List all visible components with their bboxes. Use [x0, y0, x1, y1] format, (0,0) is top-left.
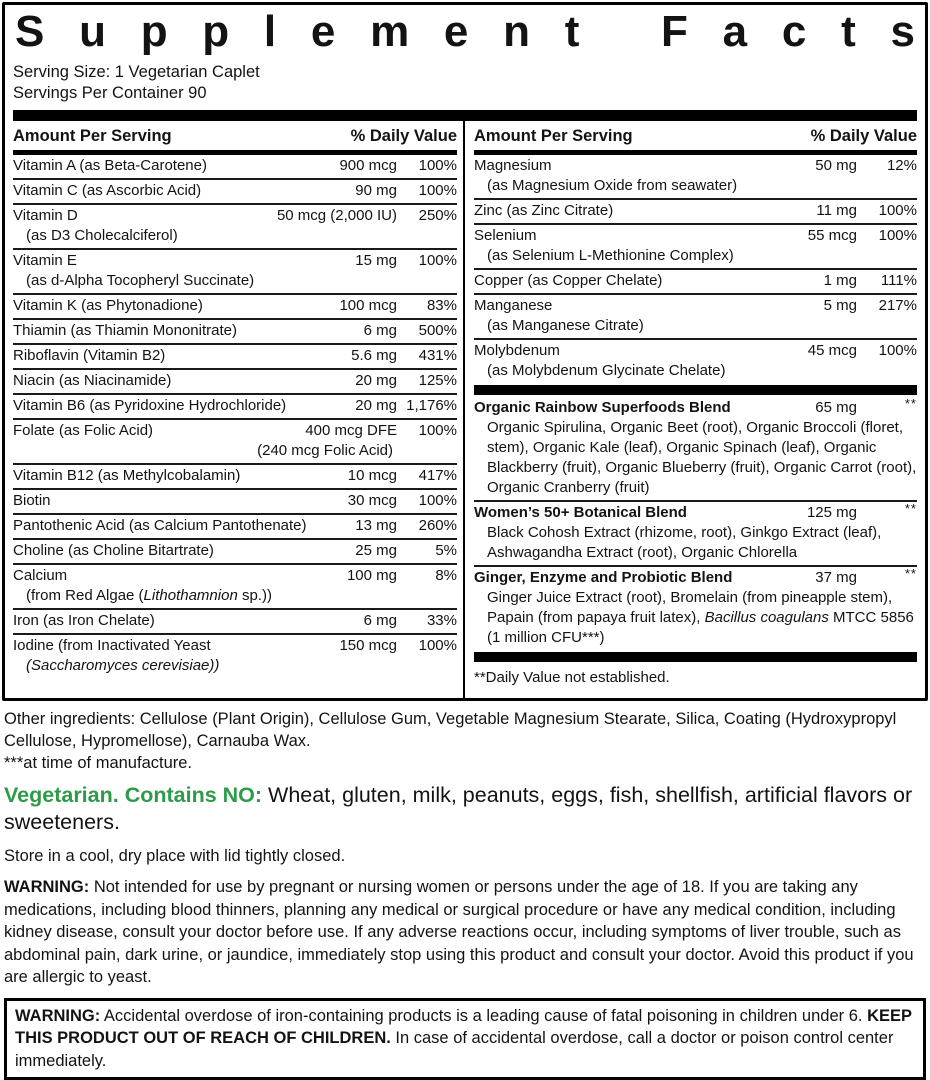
nutrient-daily-value: 8% — [397, 566, 457, 586]
text-segment: Manganese — [474, 297, 552, 314]
title-letter: a — [723, 9, 747, 55]
text-segment: sp.)) — [238, 587, 272, 604]
nutrient-row-main — [13, 346, 457, 366]
nutrient-daily-value: 500% — [397, 321, 457, 341]
text-segment: KEEP THIS PRODUCT OUT OF REACH OF CHILDREN. — [15, 1007, 912, 1048]
iron-warning-box — [4, 998, 926, 1080]
text-segment: Ginger, Enzyme and Probiotic Blend — [474, 569, 732, 586]
text-segment: Vitamin B6 (as Pyridoxine Hydrochloride) — [13, 397, 286, 414]
title-letter: p — [141, 9, 168, 55]
nutrient-name — [474, 398, 815, 418]
nutrient-rows-right — [474, 155, 917, 690]
nutrient-daily-value: 100% — [857, 226, 917, 246]
nutrient-amount-secondary: (240 mcg Folic Acid) — [13, 441, 457, 461]
nutrient-row — [13, 538, 457, 563]
text-segment: Folate (as Folic Acid) — [13, 422, 153, 439]
nutrient-daily-value: 431% — [397, 346, 457, 366]
text-segment: Not intended for use by pregnant or nursing women or persons under the age of 18. If you are taking any medications, including blood thinners, planning any medical or surgical procedure or have any medical condition, including kidney disease, consult your doctor before use. If any adverse reactions occur, including symptoms of liver trouble, such as abdominal pain, dark urine, or jaundice, immediately stop using this product and consult your doctor. Avoid this product if you are allergic to yeast. — [4, 878, 914, 986]
title-letter: u — [79, 9, 106, 55]
nutrient-row — [13, 608, 457, 633]
blend-ingredients — [474, 588, 917, 648]
nutrient-name — [13, 346, 351, 366]
nutrient-source — [13, 586, 457, 606]
nutrient-row-main — [13, 321, 457, 341]
nutrient-row — [13, 368, 457, 393]
nutrient-amount: 55 mcg — [808, 226, 857, 246]
thick-divider — [474, 652, 917, 662]
nutrient-amount: 90 mg — [355, 181, 397, 201]
servings-per-container: Servings Per Container 90 — [13, 83, 917, 104]
nutrient-source — [474, 316, 917, 336]
nutrition-table — [13, 121, 917, 699]
text-segment: Iron (as Iron Chelate) — [13, 612, 155, 629]
nutrient-amount: 50 mg — [815, 156, 857, 176]
nutrient-row-main — [13, 296, 457, 316]
nutrient-name — [13, 206, 277, 226]
nutrient-amount: 5 mg — [824, 296, 857, 316]
nutrient-amount: 30 mcg — [348, 491, 397, 511]
nutrient-row-main — [474, 503, 917, 523]
nutrient-daily-value: 100% — [857, 341, 917, 361]
nutrient-row-main — [13, 491, 457, 511]
nutrient-name — [13, 516, 355, 536]
nutrient-daily-value: 100% — [397, 636, 457, 656]
text-segment: (as Manganese Citrate) — [487, 317, 644, 334]
nutrient-row-main — [13, 251, 457, 271]
nutrient-amount: 125 mg — [807, 503, 857, 523]
nutrient-amount: 20 mg — [355, 371, 397, 391]
text-segment: Pantothenic Acid (as Calcium Pantothenate) — [13, 517, 307, 534]
nutrient-amount: 10 mcg — [348, 466, 397, 486]
nutrient-name — [13, 466, 348, 486]
nutrient-row-main — [474, 156, 917, 176]
nutrient-name — [13, 421, 305, 441]
manufacture-note: ***at time of manufacture. — [4, 752, 926, 774]
title-letter: t — [565, 9, 580, 55]
nutrient-daily-value: 12% — [857, 156, 917, 176]
title-letter: c — [782, 9, 806, 55]
nutrient-amount: 100 mcg — [339, 296, 397, 316]
text-segment: Bacillus coagulans — [705, 609, 829, 626]
text-segment: Copper (as Copper Chelate) — [474, 272, 662, 289]
title-letter: e — [311, 9, 335, 55]
blend-ingredients — [474, 523, 917, 563]
nutrient-daily-value: 260% — [397, 516, 457, 536]
text-segment: MTCC 5856 (1 million CFU***) — [487, 609, 914, 646]
nutrient-row — [13, 343, 457, 368]
text-segment: (as d-Alpha Tocopheryl Succinate) — [26, 272, 254, 289]
text-segment: Vitamin C (as Ascorbic Acid) — [13, 182, 201, 199]
title-letter — [614, 9, 626, 55]
nutrient-row-main — [13, 181, 457, 201]
nutrient-rows-left — [13, 155, 457, 678]
nutrient-amount: 6 mg — [364, 611, 397, 631]
nutrient-row — [13, 203, 457, 248]
nutrient-amount: 45 mcg — [808, 341, 857, 361]
text-segment: Other ingredients: Cellulose (Plant Origin), Cellulose Gum, Vegetable Magnesium Stearate, Silica, Coating (Hydroxypropyl Cellulose, Hypromellose), Carnauba Wax. — [4, 710, 896, 750]
text-segment: Vitamin A (as Beta-Carotene) — [13, 157, 207, 174]
nutrient-row-main — [13, 636, 457, 656]
nutrient-row-main — [13, 516, 457, 536]
text-segment: Vegetarian. Contains NO: — [4, 783, 268, 807]
title-letter: S — [15, 9, 44, 55]
title-letter: F — [661, 9, 688, 55]
iron-warning-text — [15, 1005, 915, 1073]
text-segment: (as Selenium L-Methionine Complex) — [487, 247, 734, 264]
nutrient-row — [13, 178, 457, 203]
nutrient-name — [474, 503, 807, 523]
nutrient-source — [13, 271, 457, 291]
nutrient-row — [13, 463, 457, 488]
thick-divider — [474, 385, 917, 395]
nutrient-row-main — [474, 201, 917, 221]
nutrient-row-main — [474, 226, 917, 246]
nutrient-name — [474, 156, 815, 176]
text-segment: Vitamin D — [13, 207, 78, 224]
nutrient-name — [474, 341, 808, 361]
storage-instructions: Store in a cool, dry place with lid tightly closed. — [4, 845, 926, 867]
daily-value-label: % Daily Value — [811, 127, 917, 146]
nutrient-daily-value: ** — [857, 394, 917, 414]
nutrient-daily-value: 100% — [397, 181, 457, 201]
text-segment: Biotin — [13, 492, 51, 509]
text-segment: Thiamin (as Thiamin Mononitrate) — [13, 322, 237, 339]
nutrient-daily-value: 100% — [397, 491, 457, 511]
nutrient-row — [474, 155, 917, 198]
nutrient-amount: 1 mg — [824, 271, 857, 291]
nutrient-amount: 6 mg — [364, 321, 397, 341]
text-segment: Organic Spirulina, Organic Beet (root), Organic Broccoli (floret, stem), Organic Kale (leaf), Organic Spinach (leaf), Organic Blackberry (fruit), Organic Blueberry (fruit), Organic Carrot (root), Organic Cranberry (fruit) — [487, 419, 916, 496]
nutrient-row — [13, 488, 457, 513]
title-letter: m — [370, 9, 409, 55]
nutrient-row-main — [474, 296, 917, 316]
nutrient-name — [13, 251, 355, 271]
nutrient-row — [13, 633, 457, 678]
text-segment: (as Molybdenum Glycinate Chelate) — [487, 362, 725, 379]
nutrient-amount: 65 mg — [815, 398, 857, 418]
text-segment: Organic Rainbow Superfoods Blend — [474, 399, 731, 416]
supplement-facts-panel — [2, 2, 928, 701]
nutrient-daily-value: 100% — [857, 201, 917, 221]
nutrient-row — [474, 565, 917, 650]
text-segment: Molybdenum — [474, 342, 560, 359]
text-segment: Niacin (as Niacinamide) — [13, 372, 171, 389]
nutrient-name — [13, 541, 355, 561]
nutrient-source — [474, 246, 917, 266]
nutrient-row — [13, 393, 457, 418]
nutrient-amount: 100 mg — [347, 566, 397, 586]
nutrient-daily-value: ** — [857, 499, 917, 519]
vegetarian-statement — [4, 782, 926, 836]
nutrient-source — [13, 226, 457, 246]
nutrient-name — [13, 566, 347, 586]
text-segment: Vitamin E — [13, 252, 77, 269]
text-segment: WARNING: — [15, 1007, 100, 1025]
nutrient-row — [474, 338, 917, 383]
nutrient-name — [13, 371, 355, 391]
nutrient-daily-value: ** — [857, 564, 917, 584]
left-column — [13, 121, 465, 699]
nutrient-daily-value: 217% — [857, 296, 917, 316]
text-segment: (as Magnesium Oxide from seawater) — [487, 177, 737, 194]
text-segment: Accidental overdose of iron-containing products is a leading cause of fatal poisoning in children under 6. — [100, 1007, 867, 1025]
title-letter: p — [202, 9, 229, 55]
title-letter: t — [841, 9, 856, 55]
blend-ingredients — [474, 418, 917, 498]
other-ingredients — [4, 708, 926, 752]
nutrient-row-main — [474, 341, 917, 361]
nutrient-amount: 50 mcg (2,000 IU) — [277, 206, 397, 226]
nutrient-row — [13, 248, 457, 293]
nutrient-row-main — [13, 421, 457, 441]
nutrient-daily-value: 100% — [397, 421, 457, 441]
daily-value-label: % Daily Value — [351, 127, 457, 146]
title-letter: s — [890, 9, 914, 55]
nutrient-name — [474, 226, 808, 246]
text-segment: Selenium — [474, 227, 537, 244]
title-letter: l — [264, 9, 276, 55]
nutrient-row-main — [13, 541, 457, 561]
text-segment: Zinc (as Zinc Citrate) — [474, 202, 613, 219]
nutrient-amount: 37 mg — [815, 568, 857, 588]
text-segment: Vitamin B12 (as Methylcobalamin) — [13, 467, 240, 484]
nutrient-row-main — [13, 156, 457, 176]
nutrient-row — [474, 293, 917, 338]
nutrient-name — [474, 296, 824, 316]
text-segment: (Saccharomyces cerevisiae)) — [26, 657, 219, 674]
nutrient-row-main — [13, 566, 457, 586]
label-footer — [2, 701, 928, 1080]
nutrient-amount: 25 mg — [355, 541, 397, 561]
serving-size: Serving Size: 1 Vegetarian Caplet — [13, 62, 917, 83]
nutrient-row — [474, 397, 917, 500]
panel-title — [13, 9, 917, 55]
nutrient-name — [474, 271, 824, 291]
nutrient-amount: 11 mg — [816, 201, 857, 221]
nutrient-name — [13, 491, 348, 511]
nutrient-daily-value: 125% — [397, 371, 457, 391]
nutrient-name — [13, 611, 364, 631]
nutrient-daily-value: 250% — [397, 206, 457, 226]
nutrient-name — [474, 568, 815, 588]
nutrient-row-main — [474, 568, 917, 588]
nutrient-daily-value: 5% — [397, 541, 457, 561]
nutrient-row-main — [474, 398, 917, 418]
nutrient-row — [474, 268, 917, 293]
title-letter: e — [444, 9, 468, 55]
nutrient-row-main — [13, 396, 457, 416]
amount-per-serving-label: Amount Per Serving — [474, 127, 633, 146]
nutrient-daily-value: 100% — [397, 251, 457, 271]
nutrient-row — [474, 223, 917, 268]
text-segment: WARNING: — [4, 878, 89, 896]
nutrient-row — [13, 513, 457, 538]
nutrient-amount: 15 mg — [355, 251, 397, 271]
text-segment: (as D3 Cholecalciferol) — [26, 227, 178, 244]
nutrient-amount: 900 mcg — [339, 156, 397, 176]
column-header — [13, 121, 457, 155]
text-segment: (from Red Algae ( — [26, 587, 144, 604]
nutrient-amount: 20 mg — [355, 396, 397, 416]
nutrient-row-main — [13, 206, 457, 226]
text-segment: Ginger Juice Extract (root), Bromelain (from pineapple stem), Papain (from papaya fruit latex), — [487, 589, 892, 626]
nutrient-daily-value: 33% — [397, 611, 457, 631]
nutrient-row-main — [13, 611, 457, 631]
nutrient-daily-value: 417% — [397, 466, 457, 486]
nutrient-name — [13, 321, 364, 341]
dv-footnote: **Daily Value not established. — [474, 664, 917, 690]
nutrient-row-main — [474, 271, 917, 291]
text-segment: Vitamin K (as Phytonadione) — [13, 297, 203, 314]
nutrient-row — [13, 418, 457, 463]
nutrient-name — [13, 396, 355, 416]
nutrient-daily-value: 83% — [397, 296, 457, 316]
nutrient-name — [13, 156, 339, 176]
nutrient-daily-value: 111% — [857, 271, 917, 291]
nutrient-row — [13, 318, 457, 343]
text-segment: Choline (as Choline Bitartrate) — [13, 542, 214, 559]
amount-per-serving-label: Amount Per Serving — [13, 127, 172, 146]
nutrient-row — [474, 198, 917, 223]
nutrient-amount: 13 mg — [355, 516, 397, 536]
nutrient-daily-value: 100% — [397, 156, 457, 176]
text-segment: Magnesium — [474, 157, 552, 174]
nutrient-row — [474, 500, 917, 565]
text-segment: Wheat, gluten, milk, peanuts, eggs, fish, shellfish, artificial flavors or sweeteners. — [4, 783, 912, 834]
right-column — [465, 121, 917, 699]
nutrient-name — [13, 296, 339, 316]
nutrient-amount: 5.6 mg — [351, 346, 397, 366]
text-segment: Black Cohosh Extract (rhizome, root), Ginkgo Extract (leaf), Ashwagandha Extract (root), Organic Chlorella — [487, 524, 881, 561]
nutrient-source — [474, 176, 917, 196]
nutrient-name — [13, 636, 339, 656]
text-segment: Riboflavin (Vitamin B2) — [13, 347, 165, 364]
text-segment: Lithothamnion — [144, 587, 238, 604]
thick-divider-top — [13, 110, 917, 121]
nutrient-row — [13, 563, 457, 608]
text-segment: Iodine (from Inactivated Yeast — [13, 637, 211, 654]
column-header — [474, 121, 917, 155]
nutrient-row-main — [13, 466, 457, 486]
text-segment: Calcium — [13, 567, 67, 584]
text-segment: In case of accidental overdose, call a doctor or poison control center immediately. — [15, 1029, 893, 1070]
title-letter: n — [503, 9, 530, 55]
nutrient-row-main — [13, 371, 457, 391]
nutrient-amount: 400 mcg DFE — [305, 421, 397, 441]
nutrient-source — [13, 656, 457, 676]
text-segment: Women’s 50+ Botanical Blend — [474, 504, 687, 521]
nutrient-source — [474, 361, 917, 381]
nutrient-amount: 150 mcg — [339, 636, 397, 656]
nutrient-name — [13, 181, 355, 201]
nutrient-daily-value: 1,176% — [397, 396, 457, 416]
nutrient-name — [474, 201, 816, 221]
nutrient-row — [13, 155, 457, 178]
warning-text — [4, 876, 926, 989]
nutrient-row — [13, 293, 457, 318]
